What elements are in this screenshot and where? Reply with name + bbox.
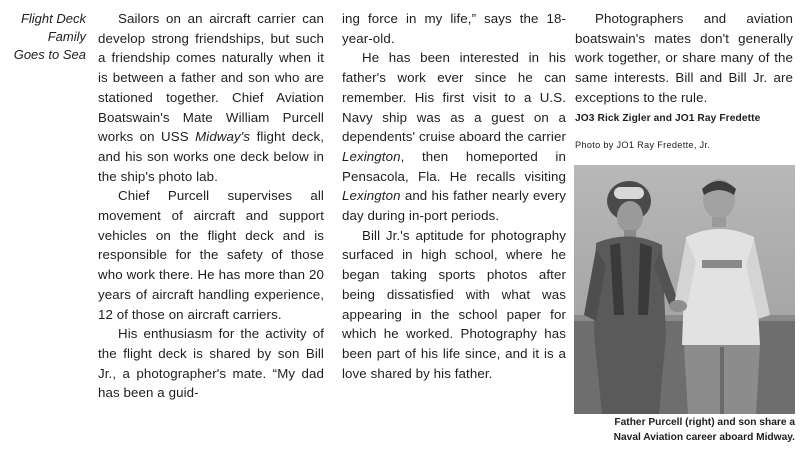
ship-name: Lexington — [342, 188, 401, 204]
headline-line-3: Goes to Sea — [13, 47, 86, 62]
article-column-1 — [98, 9, 324, 403]
author-byline: JO3 Rick Zigler and JO1 Ray Fredette — [575, 112, 761, 124]
paragraph: His enthusiasm for the activity of the flight deck is shared by son Bill Jr., a photographer's mate. “My dad has been a guid- — [98, 326, 324, 401]
ship-name: Midway's — [195, 129, 251, 145]
ship-name: Lexington — [342, 148, 401, 164]
caption-line-2: Naval Aviation career aboard Midway. — [613, 432, 795, 443]
paragraph: Photographers and aviation boatswain's mates don't generally work together, or share many of the same interests. Bill and Bill Jr. are exceptions to the rule. — [575, 11, 793, 105]
article-headline — [2, 10, 86, 64]
paragraph: Bill Jr.'s aptitude for photography surfaced in high school, where he began taking sports photos after being dissatisfied with what was appearing in the school paper for which he worked. Photography has been part of his life since, and it is a love shared by his father. — [342, 227, 566, 381]
photo-credit: Photo by JO1 Ray Fredette, Jr. — [575, 139, 711, 150]
paragraph: Chief Purcell supervises all movement of aircraft and support vehicles on the flight deck and is responsible for the safety of those who work there. He has more than 20 years of aircraft handling experience, 12 of those on aircraft carriers. — [98, 188, 324, 322]
article-column-2 — [342, 9, 566, 383]
headline-line-1: Flight Deck — [20, 11, 86, 26]
article-column-3 — [575, 9, 793, 151]
paragraph: Sailors on an aircraft carrier can develop strong friendships, but such a friendship comes naturally when it is between a father and son who are stationed together. Chief Aviation Boatswain's Mate William Purcell works on USS Midway's flight deck, and his son works one deck below in the ship's photo lab. — [98, 11, 324, 184]
father-son-photo — [574, 165, 795, 414]
paragraph: ing force in my life,” says the 18-year-old. — [342, 11, 566, 46]
caption-line-1: Father Purcell (right) and son share a — [614, 417, 795, 428]
photo-caption — [574, 415, 795, 445]
paragraph: He has been interested in his father's work ever since he can remember. His first visit to a U.S. Navy ship was as a guest on a dependents' cruise aboard the carrier Lexington, then homeported in Pensacola, Fla. He recalls visiting Lexington and his father nearly every day during in-port periods. — [342, 50, 566, 224]
headline-line-2: Family — [47, 29, 86, 44]
